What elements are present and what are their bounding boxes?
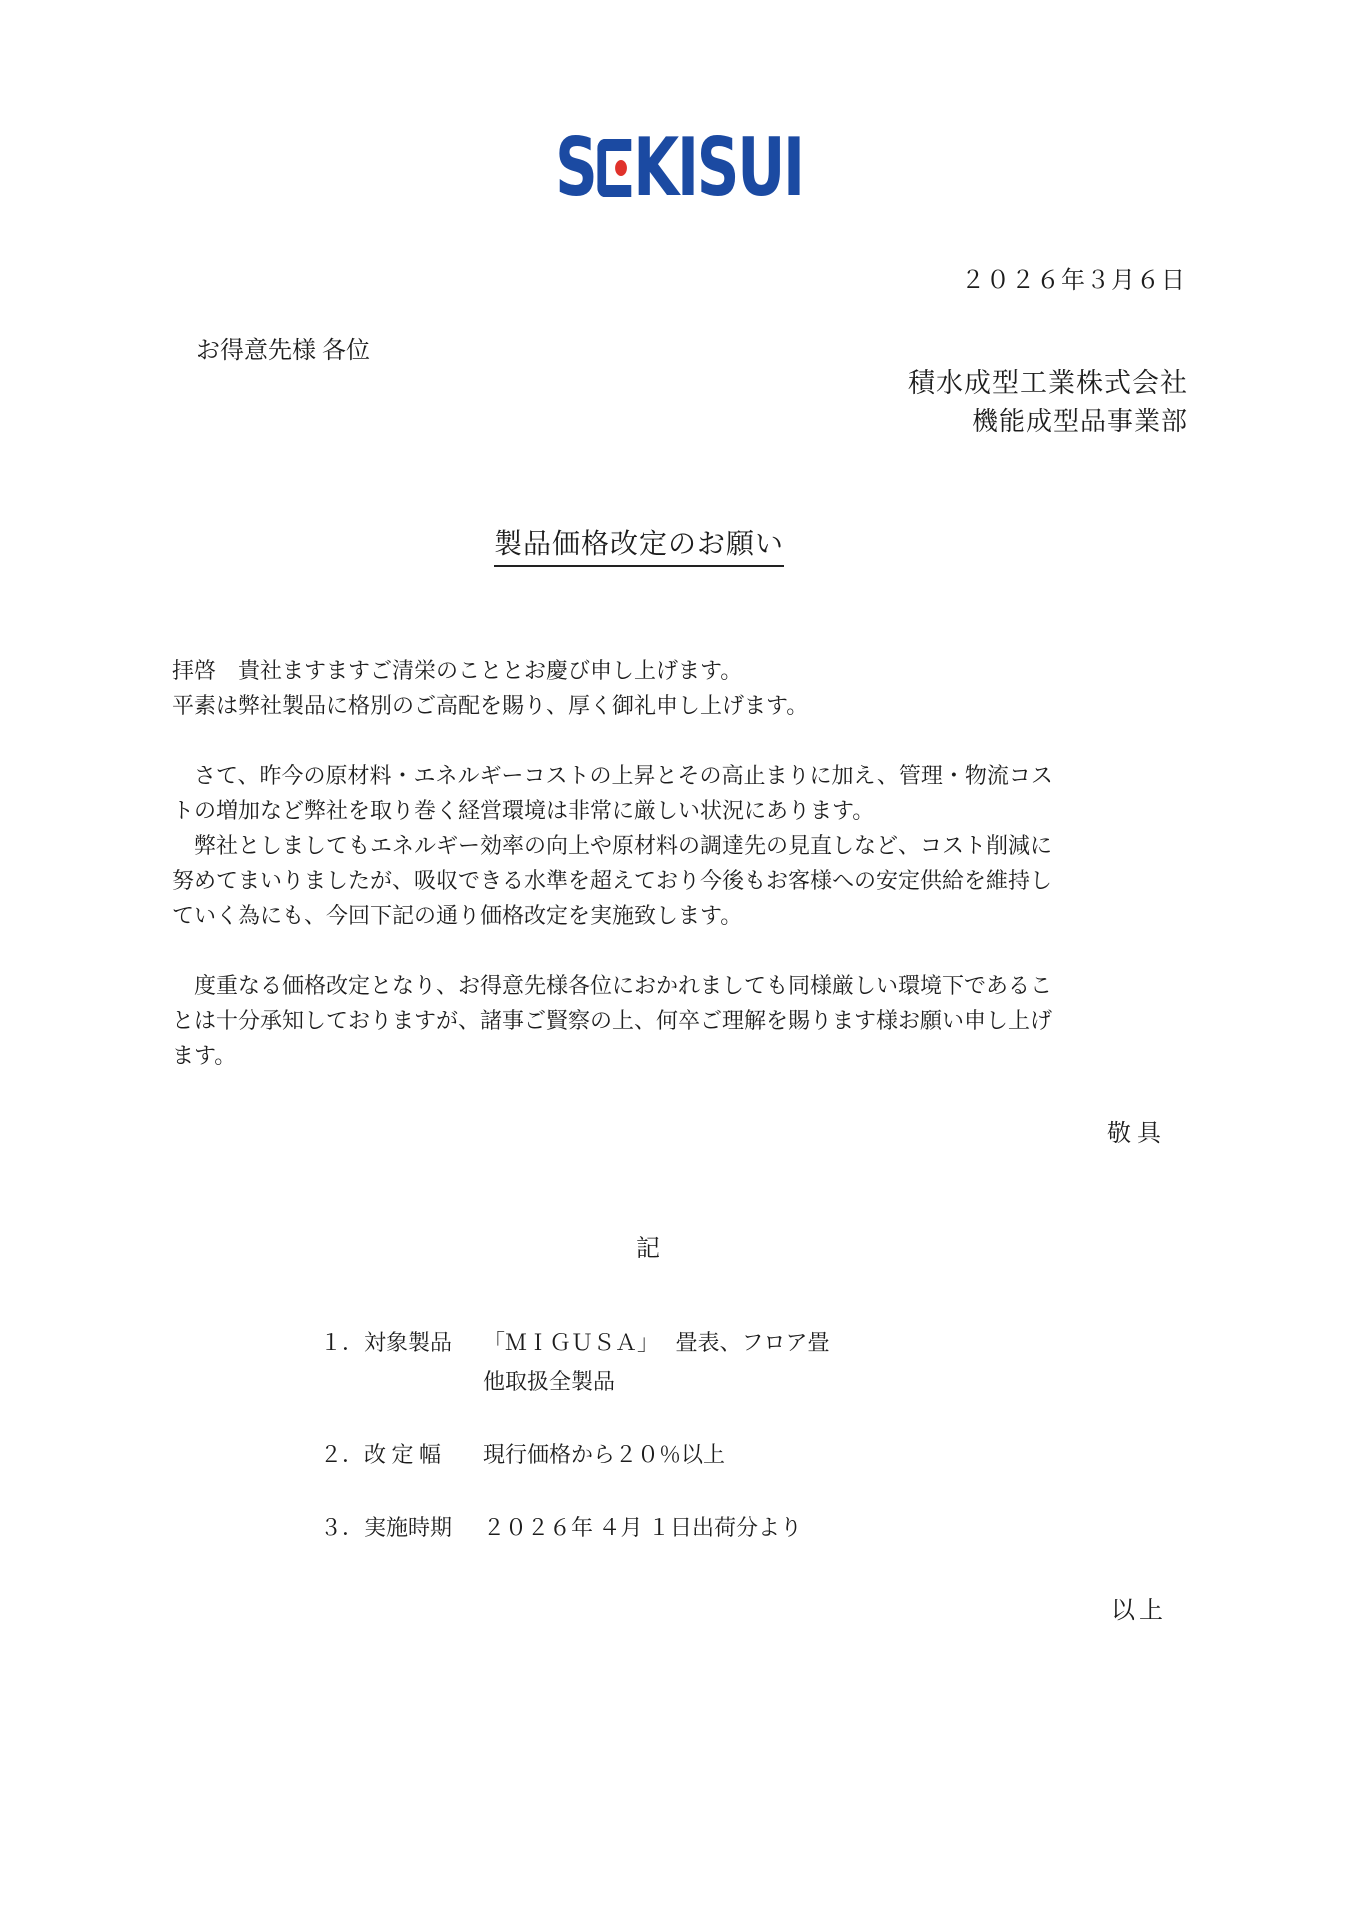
sender-company: 積水成型工業株式会社 (908, 368, 1188, 398)
paragraph-greeting (172, 653, 1212, 723)
logo-letter-s: S (555, 121, 596, 214)
body-line: ていく為にも、今回下記の通り価格改定を実施致します。 (172, 903, 743, 928)
list-item-products-continued (483, 1367, 615, 1397)
logo-e-icon (597, 139, 631, 197)
document-date: ２０２６年３月６日 (961, 268, 1186, 294)
item-value: ２０２６年 ４月 １日出荷分より (483, 1515, 803, 1540)
end-marker: 以上 (1111, 1598, 1167, 1624)
body-line: 平素は弊社製品に格別のご高配を賜り、厚く御礼申し上げます。 (172, 693, 809, 718)
item-label: ３．実施時期 (320, 1515, 453, 1540)
body-line: 拝啓 貴社ますますご清栄のこととお慶び申し上げます。 (172, 658, 743, 683)
recipient-line: お得意先様 各位 (196, 338, 370, 364)
sender-division: 機能成型品事業部 (971, 407, 1188, 436)
list-item-effective-date (320, 1513, 802, 1543)
closing-keigu: 敬具 (1107, 1121, 1167, 1147)
logo-letters-kisui: KISUI (633, 121, 803, 214)
item-label: １．対象製品 (320, 1330, 453, 1355)
sekisui-logo (555, 121, 803, 214)
body-line: さて、昨今の原材料・エネルギーコストの上昇とその高止まりに加え、管理・物流コス (172, 763, 1053, 788)
item-label: ２．改 定 幅 (320, 1442, 442, 1467)
item-value: 他取扱全製品 (483, 1369, 616, 1394)
document-title: 製品価格改定のお願い (494, 522, 784, 567)
item-value: 現行価格から２０％以上 (483, 1442, 726, 1467)
body-line: 弊社としましてもエネルギー効率の向上や原材料の調達先の見直しなど、コスト削減に (172, 833, 1053, 858)
body-line: トの増加など弊社を取り巻く経営環境は非常に厳しい状況にあります。 (172, 798, 875, 823)
body-line: ます。 (172, 1043, 237, 1068)
notice-marker: 記 (636, 1236, 660, 1262)
body-line: 努めてまいりましたが、吸収できる水準を超えており今後もお客様への安定供給を維持し (172, 868, 1053, 893)
logo-red-dot-icon (615, 160, 627, 176)
paragraph-background (172, 758, 1212, 933)
sender-block (908, 363, 1188, 441)
letter-body (172, 653, 1212, 1073)
body-line: 度重なる価格改定となり、お得意先様各位におかれましても同様厳しい環境下であるこ (172, 973, 1053, 998)
body-line: とは十分承知しておりますが、諸事ご賢察の上、何卒ご理解を賜ります様お願い申し上げ (172, 1008, 1053, 1033)
list-item-revision-range (320, 1440, 725, 1470)
item-value: 「ＭＩＧＵＳＡ」 畳表、フロア畳 (483, 1330, 830, 1355)
paragraph-request (172, 968, 1212, 1073)
list-item-products (320, 1328, 830, 1358)
